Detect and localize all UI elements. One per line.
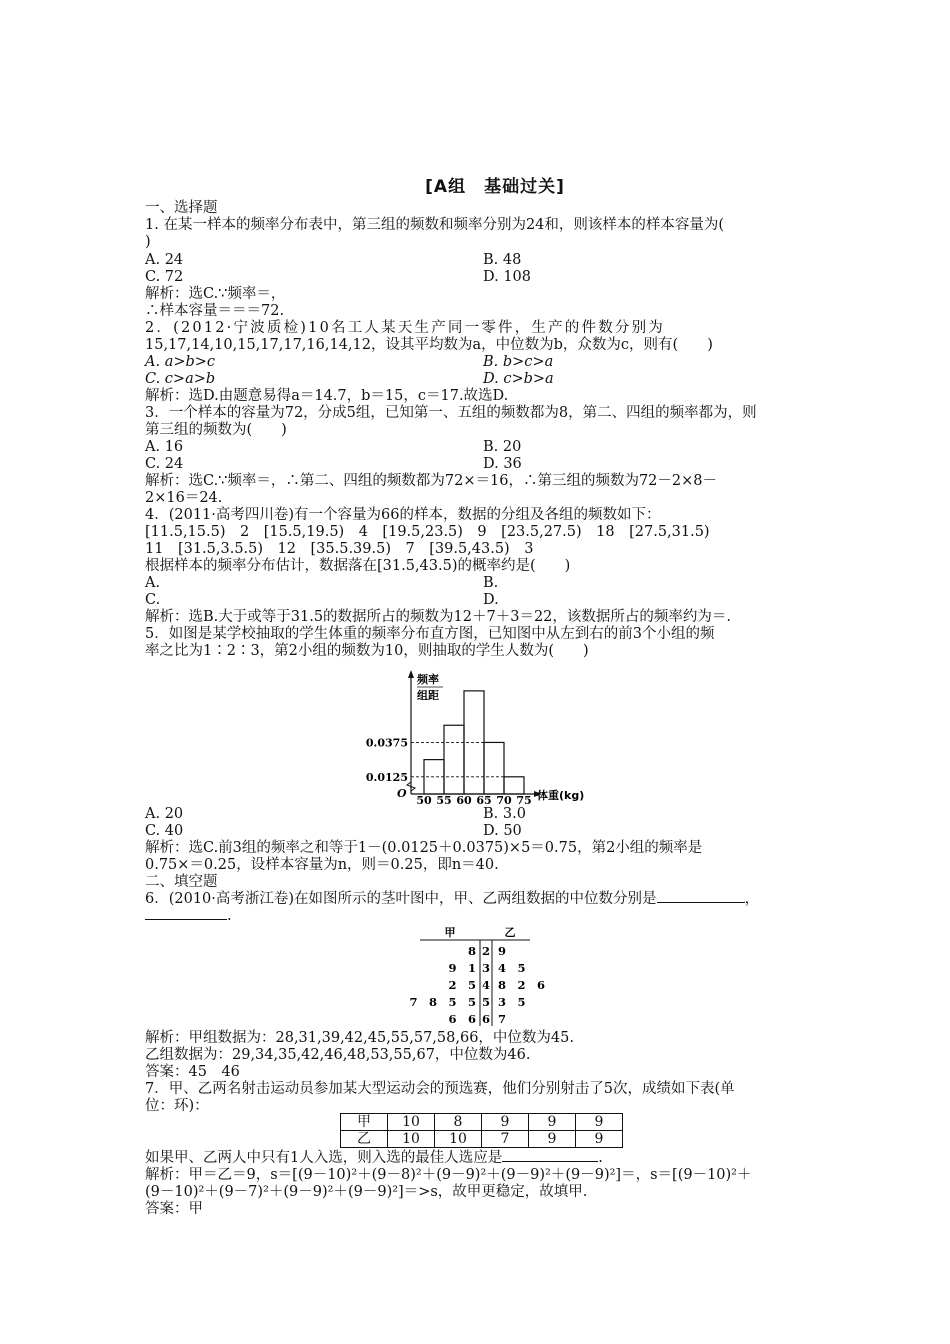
q4-stem-line4: 根据样本的频率分布估计，数据落在[31.5,43.5)的概率约是( ) <box>145 558 571 574</box>
q2-answer: 解析：选D.由题意易得a＝14.7，b＝15，c＝17.故选D. <box>145 388 509 404</box>
q7-answer-line3: 答案：甲 <box>145 1201 203 1217</box>
stem-value: 5 <box>481 995 491 1009</box>
stem-leaf-right: 9 <box>498 944 507 958</box>
q6-answer-line1: 解析：甲组数据为：28,31,39,42,45,55,57,58,66，中位数为45. <box>145 1030 574 1046</box>
q5-answer-line1: 解析：选C.前3组的频率之和等于1－(0.0125＋0.0375)×5＝0.75，第2小组的频率是 <box>145 840 703 856</box>
q7-dot: . <box>598 1150 603 1166</box>
section-header: [A组 基础过关] <box>425 177 565 197</box>
y-tick-label: 0.0125 <box>365 770 408 784</box>
q1-stem-line2: ) <box>145 234 151 250</box>
q2-option-c: C. c>a>b <box>145 371 216 387</box>
table-cell: 10 <box>388 1114 435 1131</box>
q2-stem-line1: 2．(2012·宁波质检)10名工人某天生产同一零件，生产的件数分别为 <box>145 320 665 336</box>
q7-stem-text: 如果甲、乙两人中只有1人入选，则入选的最佳人选应是 <box>145 1150 503 1166</box>
x-tick-label: 75 <box>516 794 532 807</box>
xlabel: 体重(kg) <box>537 789 585 802</box>
q1-option-c: C. 72 <box>145 269 184 285</box>
q5-option-d: D. 50 <box>483 823 522 839</box>
q1-option-a: A. 24 <box>145 252 184 268</box>
ylabel-bottom: 组距 <box>417 689 439 702</box>
q1-option-b: B. 48 <box>483 252 522 268</box>
stem-value: 6 <box>481 1012 491 1026</box>
q2-option-b: B. b>c>a <box>483 354 554 370</box>
q3-option-d: D. 36 <box>483 456 522 472</box>
q2-option-d: D. c>b>a <box>483 371 554 387</box>
q6-answer-line3: 答案：45 46 <box>145 1064 240 1080</box>
table-row <box>341 1114 623 1131</box>
stem-leaf-right: 7 <box>498 1012 507 1026</box>
stem-header-yi: 乙 <box>504 926 516 939</box>
histogram-bar <box>444 725 464 794</box>
table-cell: 9 <box>529 1131 576 1148</box>
q4-stem-line2: [11.5,15.5) 2 [15.5,19.5) 4 [19.5,23.5) 9 [23.5,27.5) 18 [27.5,31.5) <box>145 524 710 540</box>
x-tick-label: 60 <box>456 794 472 807</box>
shooting-score-table <box>340 1113 623 1148</box>
q4-stem-line1: 4．(2011·高考四川卷)有一个容量为66的样本，数据的分组及各组的频数如下： <box>145 507 661 523</box>
q5-answer-line2: 0.75×＝0.25，设样本容量为n，则＝0.25，即n＝40. <box>145 857 499 873</box>
q6-stem-line1 <box>145 891 759 908</box>
q3-option-b: B. 20 <box>483 439 522 455</box>
stem-leaf-left: 7 8 5 5 <box>409 995 476 1009</box>
stem-leaf-right: 4 5 <box>498 961 526 975</box>
table-cell: 9 <box>529 1114 576 1131</box>
q1-stem-line1: 1. 在某一样本的频率分布表中，第三组的频数和频率分别为24和，则该样本的样本容量为( <box>145 217 725 233</box>
table-cell: 7 <box>482 1131 529 1148</box>
origin-label: O <box>397 787 407 800</box>
stem-value: 4 <box>481 978 491 992</box>
q6-dot: . <box>227 908 232 924</box>
q6-blank-1[interactable] <box>657 902 745 903</box>
weight-histogram <box>365 670 588 807</box>
q5-option-c: C. 40 <box>145 823 184 839</box>
q4-option-d: D. <box>483 592 499 608</box>
q6-stem-text: 6．(2010·高考浙江卷)在如图所示的茎叶图中，甲、乙两组数据的中位数分别是 <box>145 891 657 907</box>
q5-stem-line1: 5．如图是某学校抽取的学生体重的频率分布直方图，已知图中从左到右的前3个小组的频 <box>145 626 715 642</box>
q6-comma: ， <box>744 891 760 907</box>
x-tick-label: 50 <box>416 794 432 807</box>
q7-stem-line3 <box>145 1150 603 1167</box>
stem-leaf-right: 3 5 <box>498 995 526 1009</box>
ylabel-top: 频率 <box>417 673 439 686</box>
table-cell: 9 <box>576 1131 623 1148</box>
stem-leaf-left: 8 <box>467 944 476 958</box>
table-cell: 10 <box>388 1131 435 1148</box>
q7-answer-line1: 解析：甲＝乙＝9，s＝[(9－10)²＋(9－8)²＋(9－9)²＋(9－9)²＋(9－9)²]＝，s＝[(9－10)²＋ <box>145 1167 752 1183</box>
q5-stem-line2: 率之比为1∶2∶3，第2小组的频数为10，则抽取的学生人数为( ) <box>145 643 589 659</box>
q3-stem-line1: 3．一个样本的容量为72，分成5组，已知第一、五组的频数都为8，第二、四组的频率都为，则 <box>145 405 757 421</box>
stem-leaf-left: 6 6 <box>448 1012 476 1026</box>
q4-option-b: B. <box>483 575 499 591</box>
q7-stem-line1: 7．甲、乙两名射击运动员参加某大型运动会的预选赛，他们分别射击了5次，成绩如下表(单 <box>145 1081 735 1097</box>
stem-leaf-right: 8 2 6 <box>498 978 546 992</box>
x-tick-label: 65 <box>476 794 492 807</box>
q1-answer-line1: 解析：选C.∵频率＝， <box>145 286 286 302</box>
x-tick-label: 70 <box>496 794 512 807</box>
section-title-choice: 一、选择题 <box>145 200 218 216</box>
q7-answer-line2: (9－10)²＋(9－7)²＋(9－9)²＋(9－9)²]＝>s，故甲更稳定，故填甲. <box>145 1184 588 1200</box>
q4-option-a: A. <box>145 575 161 591</box>
q6-stem-line2 <box>145 908 232 925</box>
q3-option-a: A. 16 <box>145 439 184 455</box>
q5-option-b: B. 3.0 <box>483 806 526 822</box>
stem-leaf-left: 2 5 <box>448 978 476 992</box>
histogram-bar <box>484 742 504 794</box>
x-tick-label: 55 <box>436 794 452 807</box>
q3-option-c: C. 24 <box>145 456 184 472</box>
table-cell: 8 <box>435 1114 482 1131</box>
y-tick-label: 0.0375 <box>365 736 408 750</box>
q7-blank[interactable] <box>502 1161 598 1162</box>
q4-option-c: C. <box>145 592 161 608</box>
q2-stem-line2: 15,17,14,10,15,17,17,16,14,12，设其平均数为a，中位数为b，众数为c，则有( ) <box>145 337 713 353</box>
section-title-fill: 二、填空题 <box>145 874 218 890</box>
q7-stem-line2: 位：环)： <box>145 1098 209 1114</box>
y-axis-arrow <box>408 670 414 678</box>
q6-blank-2[interactable] <box>145 919 227 920</box>
table-row <box>341 1131 623 1148</box>
stem-value: 2 <box>481 944 491 958</box>
histogram-bar <box>504 777 524 794</box>
stem-header-jia: 甲 <box>444 926 456 939</box>
table-cell: 9 <box>576 1114 623 1131</box>
q1-answer-line2: ∴样本容量＝＝＝72. <box>145 303 285 319</box>
stem-leaf-left: 9 1 <box>448 961 476 975</box>
table-cell: 9 <box>482 1114 529 1131</box>
q2-option-a: A. a>b>c <box>145 354 216 370</box>
table-cell: 10 <box>435 1131 482 1148</box>
q4-answer: 解析：选B.大于或等于31.5的数据所占的频数为12＋7＋3＝22，该数据所占的频率约为＝. <box>145 609 732 625</box>
q5-option-a: A. 20 <box>145 806 184 822</box>
table-cell: 甲 <box>341 1114 388 1131</box>
q4-stem-line3: 11 [31.5,3.5.5) 12 [35.5.39.5) 7 [39.5,43.5) 3 <box>145 541 534 557</box>
q3-answer-line1: 解析：选C.∵频率＝，∴第二、四组的频数都为72×＝16，∴第三组的频数为72－2×8－ <box>145 473 718 489</box>
stem-value: 3 <box>481 961 491 975</box>
q6-answer-line2: 乙组数据为：29,34,35,42,46,48,53,55,67，中位数为46. <box>145 1047 531 1063</box>
stem-leaf-plot <box>409 924 546 1028</box>
q3-answer-line2: 2×16＝24. <box>145 490 223 506</box>
table-cell: 乙 <box>341 1131 388 1148</box>
q1-option-d: D. 108 <box>483 269 532 285</box>
q3-stem-line2: 第三组的频数为( ) <box>145 422 287 438</box>
